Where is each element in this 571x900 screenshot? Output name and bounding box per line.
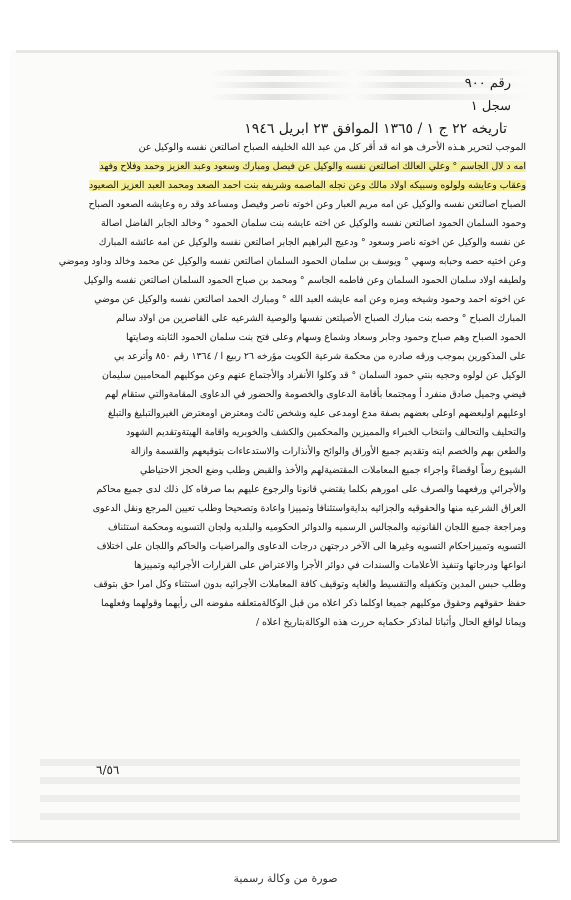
body-line: عن اخوته احمد وحمود وشيخه ومزه وعن امه عايشه العبد الله ° ومبارك الحمد اصالتعن نفسه والوكيل عن موضي bbox=[94, 294, 526, 305]
body-line: حفظ حقوقهم وحقوق موكليهم جميعا اوكلما ذكر اعلاه من قبل الوكالةمتعلقه مفوضه الى رأيهما وقولهما وفعلهما bbox=[101, 598, 526, 609]
body-line: على المذكورين بموجب ورقه صادره من محكمة شرعية الكويت مؤرخه ٢٦ ربيع ا / ١٣٦٤ رقم ٨٥٠ وأترعد بي bbox=[114, 351, 526, 362]
body-line: المبارك الصباح ° وحصه بنت مبارك الصباح الأصيلتعن نفسها والوصية الشرعيه على القاصرين من اولاد سالم bbox=[116, 313, 526, 324]
body-line: التسويه وتمييزاحكام التسويه وغيرها الى الآخر درجتهن درجات الدعاوى والمراضيات والحاكم واللجان على اختلاف bbox=[96, 541, 526, 552]
body-line: وحمود السلمان الحمود اصالتعن نفسه والوكيل عن اخته عايشه بنت سلمان الحمود ° وخالد الجابر الفاضل اصالة bbox=[100, 218, 526, 229]
body-line: الشيوع رضاً اوقضاءً واجراء جميع المعاملات المقتضيةلهم والأخذ والقبض وطلب وضع الحجز الاحتياطي bbox=[140, 465, 526, 476]
body-line: اوعليهم اولبعضهم اوعلى بعضهم بصفة مدع اومدعى عليه وشخص ثالث ومعترض اومعترض الغيروالتبليغ والتبلغ bbox=[107, 408, 526, 419]
body-line bbox=[44, 176, 526, 195]
date-line: تاريخه ٢٢ ج ١ / ١٣٦٥ الموافق ٢٣ ابريل ١٩٤٦ bbox=[244, 121, 507, 137]
body-line: وعن اختيه حصه وحبابه وسهي ° ويوسف بن سلمان الحمود السلمان اصالتعن نفسه والوكيل عن محمد وخالد وداود وموضي bbox=[58, 256, 526, 267]
body-line: ومراجعة جميع اللجان القانونيه والمجالس الرسميه والدوائر الحكوميه والبلديه ولجان التسويه ومحكمة استئناف bbox=[108, 522, 526, 533]
body-line: والتحليف والتحالف وانتخاب الخبراء والمميزين والمحكمين والكشف والخوبريه واقامة الهيتةوتقديم الشهود bbox=[126, 427, 526, 438]
body-line bbox=[44, 157, 526, 176]
body-line: العراق الشرعيه منها والحقوقيه والجزائيه بدايةواستئنافا وتمييزا واعادة وتصحيحا وطلب تعيين المرجع ونقل الدعوى bbox=[92, 503, 526, 514]
handwritten-mark: ٦/٥٦ bbox=[96, 763, 120, 777]
body-line: والطعن بهم والخصم ايته وتقديم جميع الأوراق والوائح والأنذارات والاستدعاءات بتوقيعهم والقسمة وازالة bbox=[130, 446, 526, 457]
highlighted-text: امه د لال الجاسم ° وعلي العالك اصالتعن نفسه والوكيل عن فيصل ومبارك وسعود وعبد العزيز وحمد وفلاح وفهد bbox=[99, 161, 526, 172]
register-number: سجل ١ bbox=[470, 99, 511, 114]
reference-number: رقم ٩٠٠ bbox=[464, 76, 511, 91]
highlighted-text: وعقاب وعايشه ولولوه وسبيكه اولاد مالك وعن نجله الماصمه وشريفه بنت احمد الصعد ومحمد العبد العزيز الصعيود bbox=[88, 180, 526, 191]
body-line: عن نفسه والوكيل عن اخوته ناصر وسعود ° ودعيج البراهيم الجابر اصالتعن نفسه والوكيل عن امه عائشه المبارك bbox=[98, 237, 526, 248]
body-line: انواعها ودرجاتها وتنفيذ الأعلامات والسندات في دوائر الأجرا والاعتراض على القرارات الأجرائيه وتمييزها bbox=[134, 560, 526, 571]
body-line: فيضي وجميل صادق منفرد أ ومجتمعا بأقامة الدعاوى والخصومة والحضور في الدعاوى المقامةوالتي ستقام لهم bbox=[105, 389, 526, 400]
body-line: الوكيل عن لولوه وحجيه بنتي حمود السلمان ° قد وكلوا الأنفراد والأجتماع عنهم وعن موكليهم المحاميين سليمان bbox=[102, 370, 526, 381]
body-line: ولطيفه اولاد سلمان الحمود السلمان وعن فاطمه الجاسم ° ومحمد بن صباح الحمود السلمان اصالتعن نفسه والوكيل bbox=[83, 275, 526, 286]
body-line: الحمود الصباح وهم صباح وحمود وجابر وسعاد وشماع وسهام وعلى فتح بنت سلمان الحمود الثابته وصايتها bbox=[126, 332, 526, 343]
body-line: وطلب حبس المدين وتكفيله والتقسيط والغايه وتوقيف كافة المعاملات الأجرائيه بدون استثناء وكل امرا حق بتوقف bbox=[93, 579, 526, 590]
body-line: والأجرائي ورفعهما والصرف على امورهم بكلما يقتضي قانونا والرجوع عليهم بما صرفاه كل ذلك لدى جميع محاكم bbox=[96, 484, 526, 495]
body-line: الصباح اصالتعن نفسه والوكيل عن امه مريم العبار وعن اخوته ناصر وفيصل ومساعد وقد ره وعايشه الصعود الصباح bbox=[88, 199, 526, 210]
body-line: ويمانا لواقع الحال وأثباتا لماذكر حكمايه حررت هذه الوكالةبتاريخ اعلاه / bbox=[255, 617, 526, 628]
body-line: الموجب لتحرير هـذه الأحرف هو انه قد أقر كل من عبد الله الخليفه الصباح اصالتعن نفسه والوكيل عن bbox=[138, 142, 526, 153]
document-body bbox=[44, 138, 526, 632]
image-caption: صورة من وكالة رسمية bbox=[233, 872, 338, 885]
